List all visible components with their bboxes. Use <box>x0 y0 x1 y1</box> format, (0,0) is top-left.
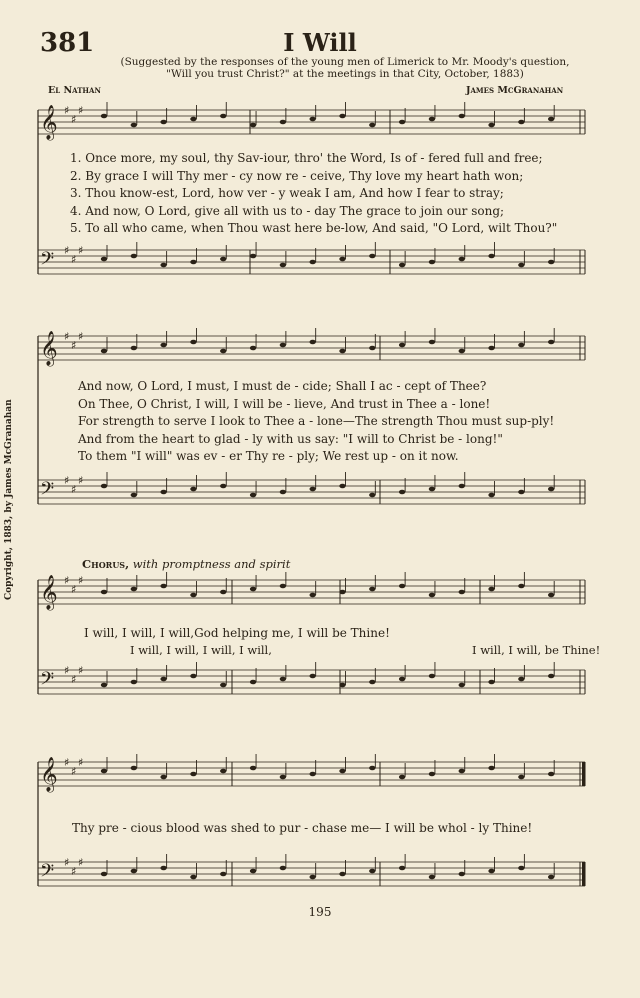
sharp-sign: ♯ <box>64 856 70 869</box>
note-head <box>250 254 256 259</box>
note-head <box>190 260 196 265</box>
sharp-sign: ♯ <box>78 574 84 587</box>
note-head <box>250 869 256 874</box>
note-head <box>190 875 196 880</box>
note-head <box>399 490 405 495</box>
note-head <box>429 260 435 265</box>
hymn-number: 381 <box>40 28 95 58</box>
note-head <box>399 866 405 871</box>
hymn-note-line: "Will you trust Christ?" at the meetings in that City, October, 1883) <box>166 68 524 80</box>
note-head <box>131 493 137 498</box>
sharp-sign: ♯ <box>71 583 77 596</box>
note-head <box>399 584 405 589</box>
note-head <box>548 593 554 598</box>
note-head <box>339 257 345 262</box>
sharp-sign: ♯ <box>64 474 70 487</box>
note-head <box>459 484 465 489</box>
treble-clef: 𝄞 <box>40 575 58 610</box>
note-head <box>190 117 196 122</box>
chorus-echo-line: I will, I will, be Thine! <box>472 643 601 657</box>
note-head <box>339 349 345 354</box>
note-head <box>548 260 554 265</box>
note-head <box>369 766 375 771</box>
note-head <box>309 772 315 777</box>
note-head <box>399 343 405 348</box>
note-head <box>280 677 286 682</box>
note-head <box>220 257 226 262</box>
note-head <box>101 484 107 489</box>
note-head <box>280 120 286 125</box>
verse-line: 5. To all who came, when Thou wast here be-low, And said, "O Lord, wilt Thou?" <box>70 221 558 235</box>
treble-clef: 𝄞 <box>40 757 58 792</box>
chorus-label <box>82 557 290 571</box>
note-head <box>101 349 107 354</box>
note-head <box>339 114 345 119</box>
sharp-sign: ♯ <box>78 756 84 769</box>
note-head <box>488 680 494 685</box>
note-head <box>548 487 554 492</box>
note-head <box>131 587 137 592</box>
note-head <box>488 766 494 771</box>
chorus-title: Chorus, <box>82 557 130 571</box>
note-head <box>220 114 226 119</box>
note-head <box>488 587 494 592</box>
treble-clef: 𝄞 <box>40 105 58 140</box>
note-head <box>459 257 465 262</box>
final-bar <box>582 862 585 886</box>
note-head <box>548 772 554 777</box>
note-head <box>190 674 196 679</box>
sharp-sign: ♯ <box>78 244 84 257</box>
note-head <box>160 584 166 589</box>
note-head <box>250 587 256 592</box>
verse-line: 4. And now, O Lord, give all with us to - day The grace to join our song; <box>70 203 505 218</box>
note-head <box>339 484 345 489</box>
note-head <box>131 869 137 874</box>
note-head <box>429 875 435 880</box>
note-head <box>101 872 107 877</box>
note-head <box>131 346 137 351</box>
note-head <box>101 683 107 688</box>
verse-line: 1. Once more, my soul, thy Sav-iour, thro' the Word, Is of - fered full and free; <box>70 151 543 165</box>
page-number: 195 <box>308 905 332 919</box>
note-head <box>250 766 256 771</box>
sharp-sign: ♯ <box>64 574 70 587</box>
sharp-sign: ♯ <box>71 253 77 266</box>
note-head <box>518 584 524 589</box>
note-head <box>369 254 375 259</box>
note-head <box>369 346 375 351</box>
note-head <box>131 254 137 259</box>
note-head <box>518 490 524 495</box>
note-head <box>220 590 226 595</box>
verse-line: And now, O Lord, I must, I must de - cide; Shall I ac - cept of Thee? <box>78 379 487 393</box>
bass-clef: 𝄢 <box>40 479 55 504</box>
note-head <box>399 677 405 682</box>
note-head <box>488 254 494 259</box>
note-head <box>250 680 256 685</box>
note-head <box>131 123 137 128</box>
note-head <box>309 674 315 679</box>
final-bar <box>582 762 585 786</box>
note-head <box>309 593 315 598</box>
verse-block-1 <box>70 150 557 238</box>
sharp-sign: ♯ <box>78 664 84 677</box>
sharp-sign: ♯ <box>71 113 77 126</box>
note-head <box>131 766 137 771</box>
note-head <box>459 590 465 595</box>
note-head <box>280 490 286 495</box>
note-head <box>429 487 435 492</box>
note-head <box>309 260 315 265</box>
note-head <box>518 343 524 348</box>
note-head <box>399 775 405 780</box>
hymn-note-line: (Suggested by the responses of the young men of Limerick to Mr. Moody's question, <box>120 56 570 68</box>
note-head <box>369 587 375 592</box>
note-head <box>488 869 494 874</box>
note-head <box>369 680 375 685</box>
note-head <box>280 866 286 871</box>
note-head <box>101 114 107 119</box>
note-head <box>280 775 286 780</box>
note-head <box>190 487 196 492</box>
note-head <box>339 769 345 774</box>
note-head <box>250 493 256 498</box>
sharp-sign: ♯ <box>64 664 70 677</box>
sharp-sign: ♯ <box>78 330 84 343</box>
note-head <box>518 775 524 780</box>
note-head <box>488 123 494 128</box>
note-head <box>220 349 226 354</box>
note-head <box>309 117 315 122</box>
verse-line: 3. Thou know-est, Lord, how ver - y weak I am, And how I fear to stray; <box>70 186 504 200</box>
note-head <box>518 677 524 682</box>
note-head <box>280 343 286 348</box>
sharp-sign: ♯ <box>64 244 70 257</box>
note-head <box>309 875 315 880</box>
sharp-sign: ♯ <box>71 765 77 778</box>
verse-line: And from the heart to glad - ly with us say: "I will to Christ be - long!" <box>78 431 503 446</box>
note-head <box>459 872 465 877</box>
chorus-line: Thy pre - cious blood was shed to pur - chase me— I will be whol - ly Thine! <box>72 821 533 835</box>
note-head <box>101 257 107 262</box>
bass-clef: 𝄢 <box>40 249 55 274</box>
note-head <box>280 584 286 589</box>
note-head <box>250 346 256 351</box>
composer: James McGranahan <box>466 85 564 96</box>
treble-clef: 𝄞 <box>40 331 58 366</box>
note-head <box>429 772 435 777</box>
note-head <box>429 593 435 598</box>
sharp-sign: ♯ <box>78 104 84 117</box>
note-head <box>220 872 226 877</box>
note-head <box>518 263 524 268</box>
note-head <box>160 263 166 268</box>
sharp-sign: ♯ <box>71 673 77 686</box>
lyricist: El Nathan <box>48 85 101 96</box>
sharp-sign: ♯ <box>64 104 70 117</box>
note-head <box>160 677 166 682</box>
note-head <box>399 120 405 125</box>
note-head <box>548 674 554 679</box>
sharp-sign: ♯ <box>64 330 70 343</box>
verse-line: 2. By grace I will Thy mer - cy now re - ceive, Thy love my heart hath won; <box>70 168 524 183</box>
note-head <box>369 493 375 498</box>
note-head <box>429 117 435 122</box>
note-head <box>339 872 345 877</box>
note-head <box>488 346 494 351</box>
bass-clef: 𝄢 <box>40 861 55 886</box>
sharp-sign: ♯ <box>71 865 77 878</box>
bass-clef: 𝄢 <box>40 669 55 694</box>
verse-line: For strength to serve I look to Thee a - lone—The strength Thou must sup-ply! <box>78 414 555 428</box>
note-head <box>518 866 524 871</box>
sharp-sign: ♯ <box>71 483 77 496</box>
note-head <box>459 769 465 774</box>
note-head <box>459 683 465 688</box>
note-head <box>459 114 465 119</box>
chorus-direction: with promptness and spirit <box>132 557 291 571</box>
note-head <box>131 680 137 685</box>
note-head <box>548 340 554 345</box>
note-head <box>548 117 554 122</box>
note-head <box>369 123 375 128</box>
sharp-sign: ♯ <box>78 856 84 869</box>
copyright-notice: Copyright, 1883, by James McGranahan <box>4 399 14 600</box>
verse-line: To them "I will" was ev - er Thy re - ply; We rest up - on it now. <box>78 449 459 463</box>
sharp-sign: ♯ <box>78 474 84 487</box>
note-head <box>101 769 107 774</box>
note-head <box>160 490 166 495</box>
note-head <box>160 775 166 780</box>
note-head <box>548 875 554 880</box>
hymn-title: I Will <box>283 28 357 57</box>
note-head <box>250 123 256 128</box>
note-head <box>190 772 196 777</box>
verse-block-2 <box>78 378 554 466</box>
note-head <box>160 343 166 348</box>
note-head <box>399 263 405 268</box>
note-head <box>369 869 375 874</box>
note-head <box>309 487 315 492</box>
chorus-line: I will, I will, I will,God helping me, I will be Thine! <box>84 626 390 640</box>
note-head <box>190 593 196 598</box>
note-head <box>190 340 196 345</box>
note-head <box>220 683 226 688</box>
note-head <box>220 769 226 774</box>
note-head <box>429 340 435 345</box>
note-head <box>101 590 107 595</box>
sharp-sign: ♯ <box>71 339 77 352</box>
chorus-echo-line: I will, I will, I will, I will, <box>130 643 272 657</box>
note-head <box>518 120 524 125</box>
verse-line: On Thee, O Christ, I will, I will be - lieve, And trust in Thee a - lone! <box>78 396 491 411</box>
sharp-sign: ♯ <box>64 756 70 769</box>
note-head <box>160 866 166 871</box>
note-head <box>160 120 166 125</box>
note-head <box>280 263 286 268</box>
note-head <box>309 340 315 345</box>
note-head <box>488 493 494 498</box>
note-head <box>429 674 435 679</box>
note-head <box>220 484 226 489</box>
note-head <box>459 349 465 354</box>
